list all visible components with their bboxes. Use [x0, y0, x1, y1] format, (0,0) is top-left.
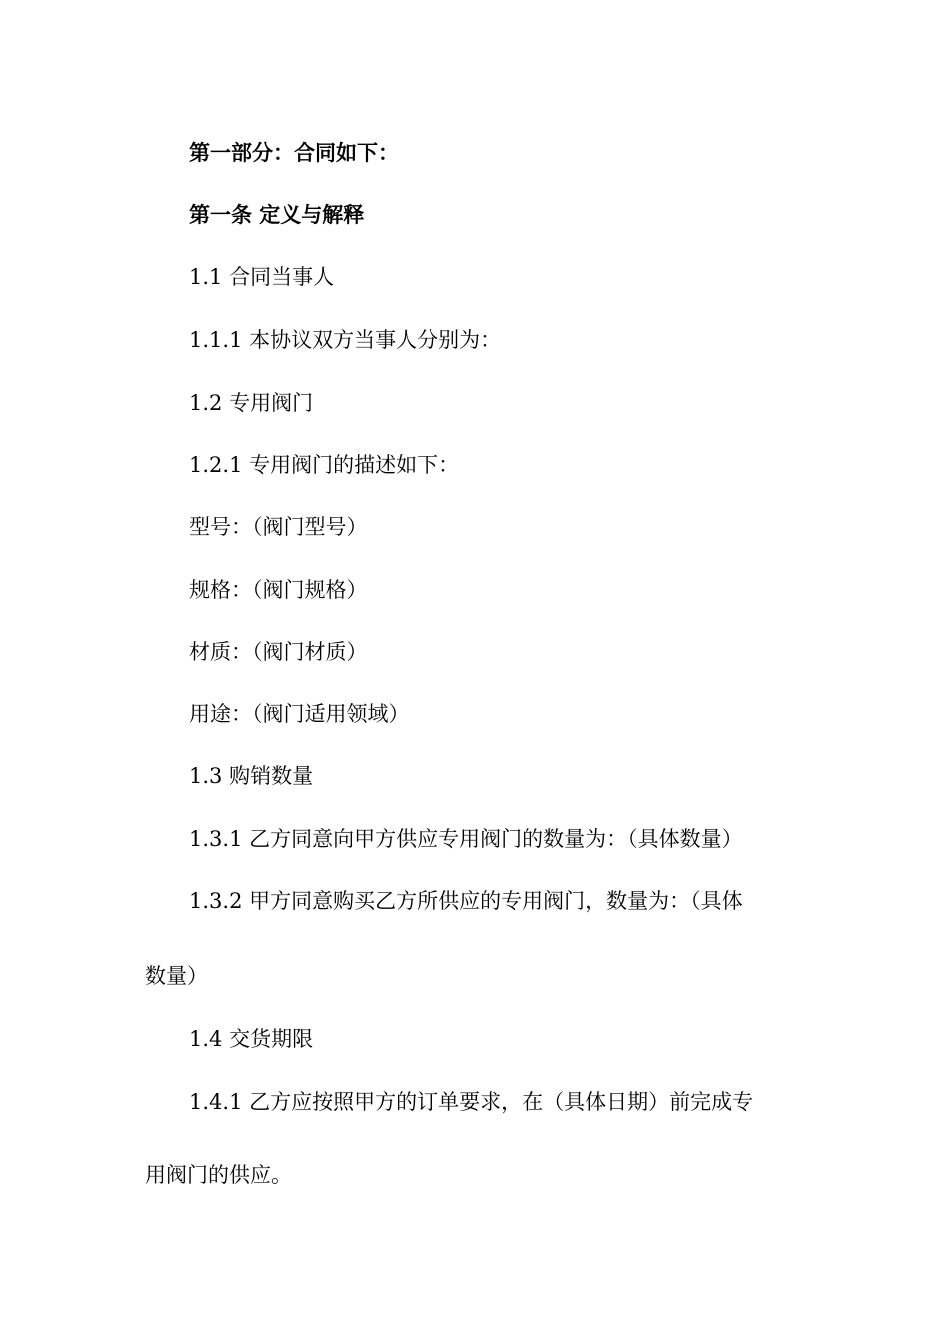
paragraph: 1.3.1 乙方同意向甲方供应专用阀门的数量为：（具体数量） [189, 827, 743, 851]
paragraph: 规格：（阀门规格） [189, 578, 368, 602]
paragraph: 1.1 合同当事人 [189, 265, 335, 289]
paragraph-continuation: 数量） [145, 964, 208, 988]
paragraph-continuation: 用阀门的供应。 [145, 1163, 292, 1187]
paragraph: 用途：（阀门适用领域） [189, 702, 410, 726]
paragraph: 1.4 交货期限 [189, 1027, 314, 1051]
paragraph: 1.2.1 专用阀门的描述如下： [189, 453, 460, 477]
article-title: 第一条 定义与解释 [189, 202, 365, 227]
part-title: 第一部分：合同如下： [189, 140, 399, 165]
paragraph: 1.3.2 甲方同意购买乙方所供应的专用阀门，数量为：（具体 [189, 889, 743, 913]
paragraph: 型号：（阀门型号） [189, 515, 368, 539]
paragraph: 1.1.1 本协议双方当事人分别为： [189, 328, 502, 352]
paragraph: 1.2 专用阀门 [189, 391, 314, 415]
paragraph: 材质：（阀门材质） [189, 640, 368, 664]
paragraph: 1.4.1 乙方应按照甲方的订单要求，在（具体日期）前完成专 [189, 1090, 754, 1114]
paragraph: 1.3 购销数量 [189, 764, 314, 788]
